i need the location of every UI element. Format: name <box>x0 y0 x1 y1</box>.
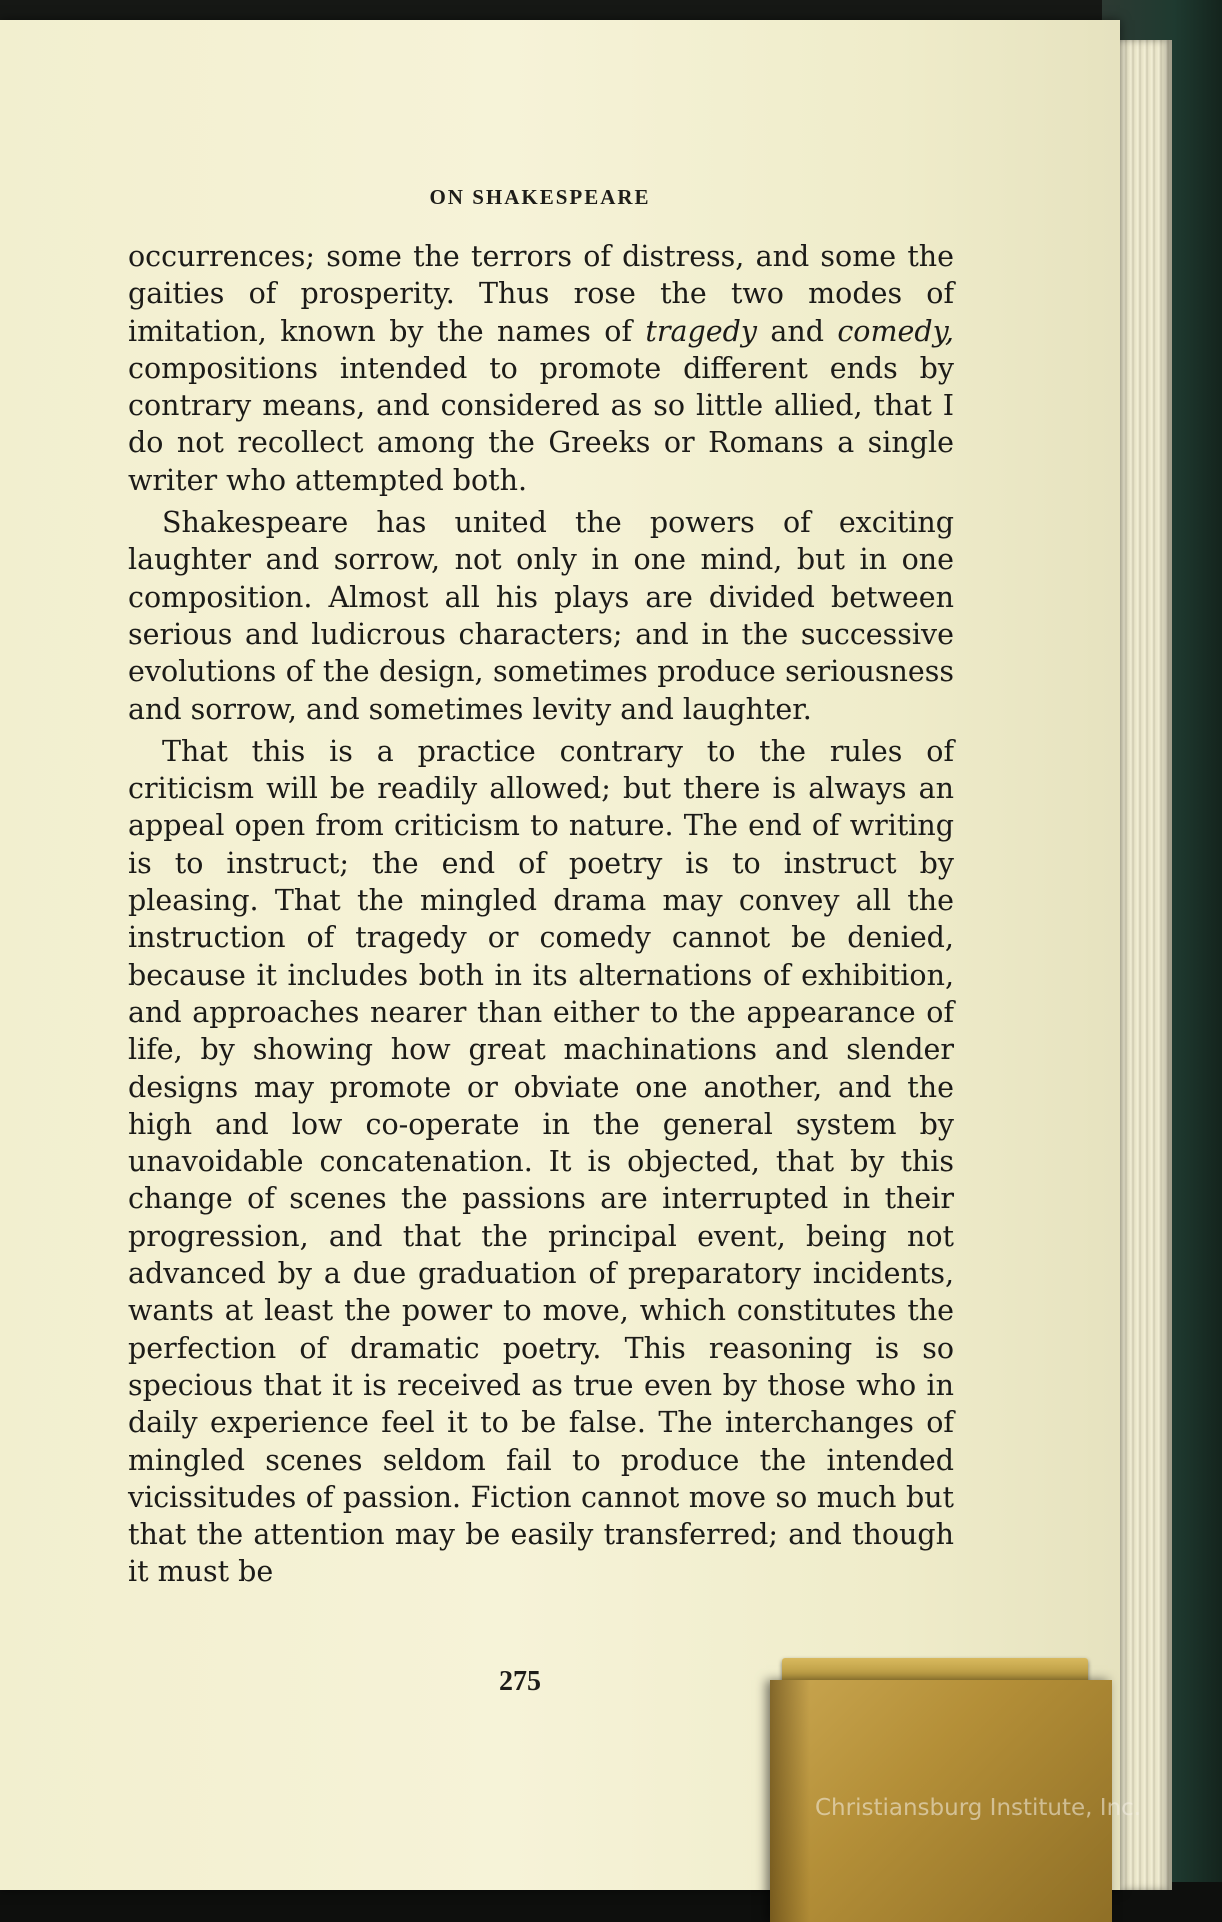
running-head: ON SHAKESPEARE <box>429 185 651 209</box>
text-run: compositions intended to promote different ends by contrary means, and considered as so little allied, that I do not recollect among the Greeks or Romans a single writer who attempted both. <box>128 351 954 497</box>
paragraph-1 <box>128 238 954 499</box>
page-number: 275 <box>499 1666 541 1697</box>
italic-term-comedy: comedy, <box>837 314 954 348</box>
paragraph-3: That this is a practice contrary to the rules of criticism will be readily allowed; but there is always an appeal open from criticism to nature. The end of writing is to instruct; the end of poetry is to instruct by pleasing. That the mingled drama may convey all the instruction of tragedy or comedy cannot be denied, because it includes both in its alternations of exhibition, and approaches nearer than either to the appearance of life, by showing how great machinations and slender designs may promote or obviate one another, and the high and low co-operate in the general system by unavoidable concatenation. It is objected, that by this change of scenes the passions are interrupted in their progression, and that the principal event, being not advanced by a due graduation of preparatory incidents, wants at least the power to move, which constitutes the perfection of dramatic poetry. This reasoning is so specious that it is received as true even by those who in daily experience feel it to be false. The interchanges of mingled scenes seldom fail to produce the intended vicissitudes of passion. Fiction cannot move so much but that the attention may be easily transferred; and though it must be <box>128 734 954 1589</box>
watermark: Christiansburg Institute, Inc. <box>815 1795 1142 1821</box>
paragraph-2: Shakespeare has united the powers of exciting laughter and sorrow, not only in one mind, but in one composition. Almost all his plays are divided between serious and ludicrous characters; and in the successive evolutions of the design, sometimes produce seriousness and sorrow, and sometimes levity and laughter. <box>128 506 954 726</box>
text-run: occurrences; some the terrors of distress, and some the gaities of prosperity. Thus rose the two modes of imitation, known by the names of <box>128 240 954 348</box>
italic-term-tragedy: tragedy <box>645 314 757 348</box>
brass-holder-shadow <box>770 1680 810 1922</box>
body-text <box>128 238 954 1596</box>
book-page <box>0 20 1120 1890</box>
text-run: and <box>756 314 838 348</box>
